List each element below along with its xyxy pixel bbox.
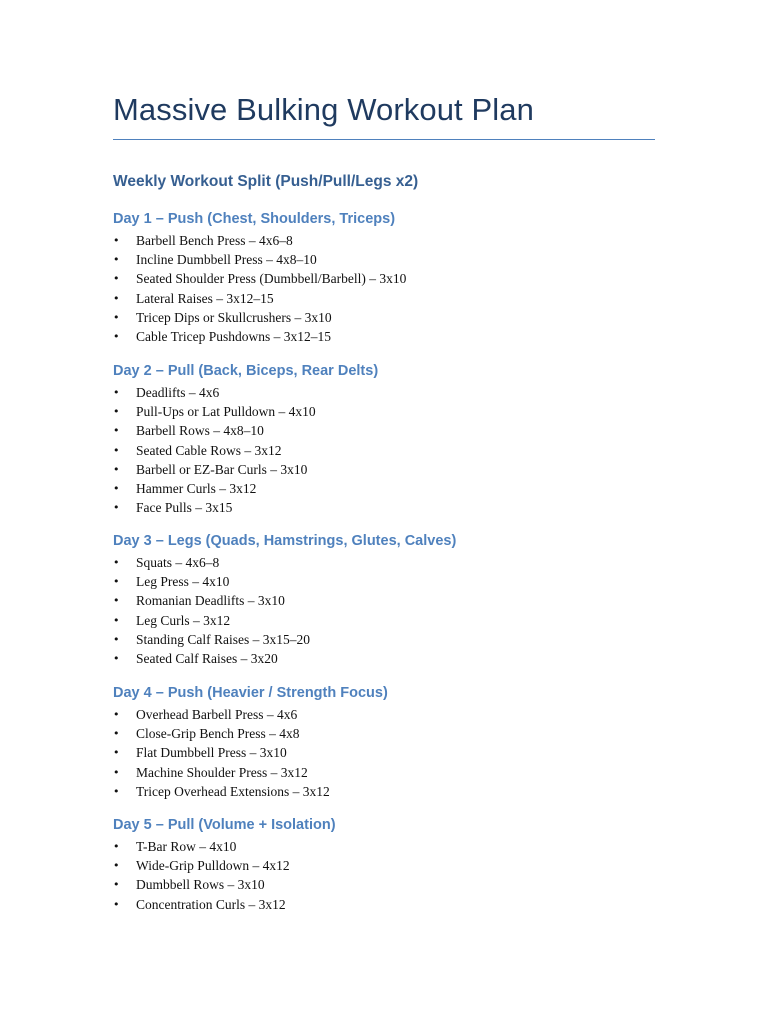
exercise-text: Incline Dumbbell Press – 4x8–10 xyxy=(136,252,317,268)
day-heading: Day 1 – Push (Chest, Shoulders, Triceps) xyxy=(113,211,396,227)
exercise-text: Tricep Dips or Skullcrushers – 3x10 xyxy=(136,309,332,325)
exercise-text: Flat Dumbbell Press – 3x10 xyxy=(136,745,287,761)
bullet-icon: • xyxy=(113,897,120,911)
day-section xyxy=(113,361,673,517)
bullet-icon: • xyxy=(113,708,120,721)
bullet-icon: • xyxy=(113,575,120,589)
day-section xyxy=(113,209,673,346)
exercise-list xyxy=(113,837,673,914)
exercise-item xyxy=(113,231,673,250)
exercise-text: Seated Cable Rows – 3x12 xyxy=(136,442,282,458)
weekly-split-heading: Weekly Workout Split (Push/Pull/Legs x2) xyxy=(113,173,419,190)
exercise-text: Hammer Curls – 3x12 xyxy=(136,480,257,496)
exercise-item xyxy=(113,308,673,327)
exercise-item xyxy=(113,572,673,591)
bullet-icon: • xyxy=(113,859,120,873)
exercise-item xyxy=(113,895,673,914)
bullet-icon: • xyxy=(113,291,120,305)
exercise-item xyxy=(113,705,673,724)
exercise-text: Barbell Bench Press – 4x6–8 xyxy=(136,233,293,248)
bullet-icon: • xyxy=(113,386,120,399)
exercise-text: Barbell Rows – 4x8–10 xyxy=(136,423,264,439)
exercise-text: Dumbbell Rows – 3x10 xyxy=(136,877,265,893)
bullet-icon: • xyxy=(113,424,120,438)
exercise-text: Cable Tricep Pushdowns – 3x12–15 xyxy=(136,328,332,344)
exercise-text: Wide-Grip Pulldown – 4x12 xyxy=(136,858,290,874)
exercise-item xyxy=(113,402,673,421)
bullet-icon: • xyxy=(113,727,120,741)
exercise-text: Squats – 4x6–8 xyxy=(136,555,220,570)
exercise-text: Lateral Raises – 3x12–15 xyxy=(136,290,274,306)
day-section xyxy=(113,815,673,914)
exercise-item xyxy=(113,611,673,630)
exercise-item xyxy=(113,289,673,308)
bullet-icon: • xyxy=(113,632,120,646)
exercise-text: Deadlifts – 4x6 xyxy=(136,385,220,400)
bullet-icon: • xyxy=(113,329,120,343)
bullet-icon: • xyxy=(113,443,120,457)
exercise-item xyxy=(113,327,673,346)
bullet-icon: • xyxy=(113,501,120,515)
exercise-list xyxy=(113,231,673,346)
exercise-text: Leg Press – 4x10 xyxy=(136,574,230,590)
exercise-text: Standing Calf Raises – 3x15–20 xyxy=(136,631,310,647)
exercise-item xyxy=(113,837,673,856)
exercise-text: T-Bar Row – 4x10 xyxy=(136,839,237,854)
exercise-text: Romanian Deadlifts – 3x10 xyxy=(136,593,285,609)
bullet-icon: • xyxy=(113,234,120,247)
bullet-icon: • xyxy=(113,765,120,779)
exercise-text: Pull-Ups or Lat Pulldown – 4x10 xyxy=(136,404,316,420)
bullet-icon: • xyxy=(113,746,120,760)
day-heading: Day 3 – Legs (Quads, Hamstrings, Glutes, Calves) xyxy=(113,533,457,549)
exercise-list xyxy=(113,705,673,801)
bullet-icon: • xyxy=(113,784,120,798)
exercise-item xyxy=(113,591,673,610)
bullet-icon: • xyxy=(113,651,120,665)
exercise-item xyxy=(113,460,673,479)
bullet-icon: • xyxy=(113,613,120,627)
exercise-text: Machine Shoulder Press – 3x12 xyxy=(136,764,308,780)
day-heading: Day 5 – Pull (Volume + Isolation) xyxy=(113,817,336,833)
document-title: Massive Bulking Workout Plan xyxy=(113,92,534,127)
bullet-icon: • xyxy=(113,556,120,569)
exercise-item xyxy=(113,649,673,668)
exercise-text: Leg Curls – 3x12 xyxy=(136,612,231,628)
bullet-icon: • xyxy=(113,405,120,419)
bullet-icon: • xyxy=(113,272,120,286)
day-heading: Day 4 – Push (Heavier / Strength Focus) xyxy=(113,685,388,701)
exercise-text: Barbell or EZ-Bar Curls – 3x10 xyxy=(136,461,308,477)
exercise-item xyxy=(113,856,673,875)
exercise-item xyxy=(113,498,673,517)
exercise-item xyxy=(113,724,673,743)
exercise-item xyxy=(113,553,673,572)
exercise-item xyxy=(113,383,673,402)
day-heading: Day 2 – Pull (Back, Biceps, Rear Delts) xyxy=(113,363,379,379)
exercise-text: Overhead Barbell Press – 4x6 xyxy=(136,707,298,722)
exercise-item xyxy=(113,743,673,762)
exercise-text: Seated Calf Raises – 3x20 xyxy=(136,650,278,666)
exercise-list xyxy=(113,383,673,517)
exercise-item xyxy=(113,250,673,269)
exercise-text: Face Pulls – 3x15 xyxy=(136,500,233,516)
day-section xyxy=(113,531,673,668)
bullet-icon: • xyxy=(113,594,120,608)
bullet-icon: • xyxy=(113,878,120,892)
exercise-item xyxy=(113,763,673,782)
exercise-item xyxy=(113,875,673,894)
exercise-list xyxy=(113,553,673,668)
exercise-item xyxy=(113,441,673,460)
exercise-item xyxy=(113,421,673,440)
bullet-icon: • xyxy=(113,462,120,476)
bullet-icon: • xyxy=(113,310,120,324)
day-section xyxy=(113,683,673,801)
exercise-item xyxy=(113,782,673,801)
exercise-text: Seated Shoulder Press (Dumbbell/Barbell) – 3x10 xyxy=(136,271,407,287)
exercise-item xyxy=(113,630,673,649)
exercise-item xyxy=(113,269,673,288)
exercise-text: Close-Grip Bench Press – 4x8 xyxy=(136,726,300,742)
bullet-icon: • xyxy=(113,840,120,853)
exercise-text: Concentration Curls – 3x12 xyxy=(136,896,286,912)
bullet-icon: • xyxy=(113,481,120,495)
title-underline xyxy=(113,139,655,140)
bullet-icon: • xyxy=(113,253,120,267)
exercise-text: Tricep Overhead Extensions – 3x12 xyxy=(136,783,330,799)
exercise-item xyxy=(113,479,673,498)
